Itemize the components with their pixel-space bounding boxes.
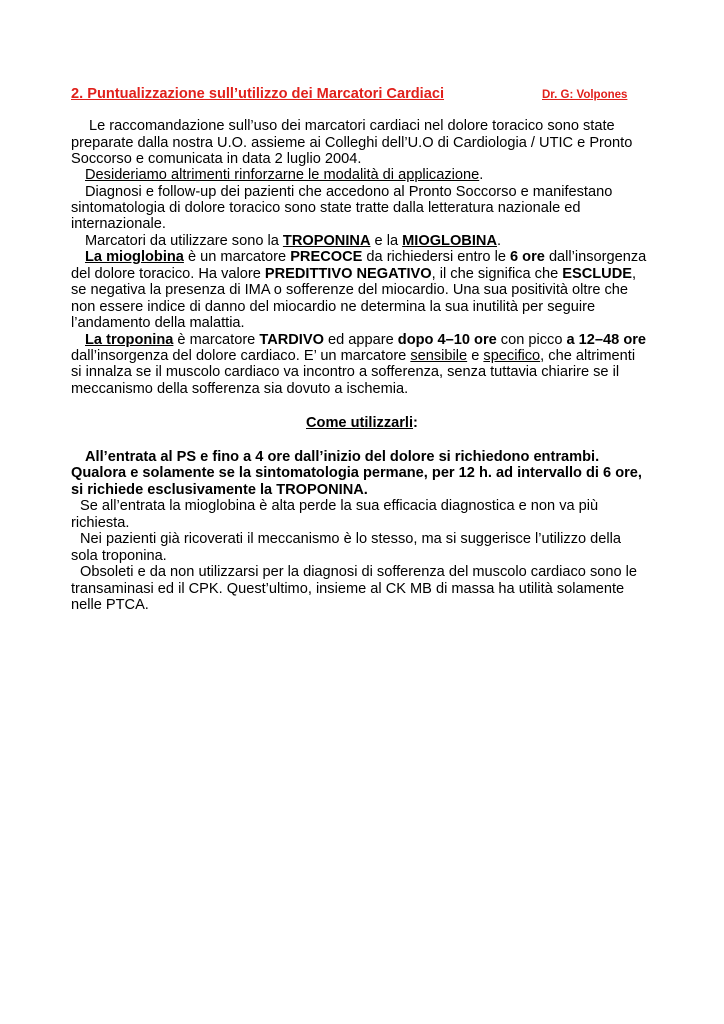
usage-line: Nei pazienti già ricoverati il meccanismo è lo stesso, ma si suggerisce l’utilizzo della bbox=[80, 531, 622, 547]
intro-line: Diagnosi e follow-up dei pazienti che accedono al Pronto Soccorso e manifestano bbox=[85, 184, 613, 200]
intro-line: internazionale. bbox=[71, 216, 166, 232]
text-fragment: con picco bbox=[496, 332, 567, 348]
mioglobina-term: MIOGLOBINA bbox=[402, 233, 497, 249]
intro-line: sintomatologia di dolore toracico sono state tratte dalla letteratura nazionale ed bbox=[71, 200, 581, 216]
markers-line bbox=[85, 233, 501, 249]
usage-bold-line: All’entrata al PS e fino a 4 ore dall’inizio del dolore si richiedono entrambi. bbox=[85, 449, 600, 465]
usage-line: nelle PTCA. bbox=[71, 597, 149, 613]
text-fragment: del dolore toracico. Ha valore bbox=[71, 266, 265, 282]
mioglobina-line: non essere indice di danno del miocardio ne determina la sua inutilità per seguire bbox=[71, 299, 596, 315]
text-fragment: è un marcatore bbox=[183, 249, 291, 265]
mioglobina-line: l’andamento della malattia. bbox=[71, 315, 245, 331]
usage-line: richiesta. bbox=[71, 515, 130, 531]
usage-bold-line: Qualora e solamente se la sintomatologia permane, per 12 h. ad intervallo di 6 ore, bbox=[71, 465, 642, 481]
troponina-line: meccanismo della sofferenza sia dovuto a ischemia. bbox=[71, 381, 409, 397]
text-fragment: , che altrimenti bbox=[540, 348, 636, 364]
troponina-term: TROPONINA bbox=[282, 233, 371, 249]
bold-term: ESCLUDE bbox=[562, 266, 632, 282]
underlined-word: sensibile bbox=[410, 348, 468, 364]
bold-term: dopo 4–10 ore bbox=[397, 332, 497, 348]
section-heading bbox=[306, 415, 418, 431]
mioglobina-line bbox=[85, 249, 646, 265]
troponina-line bbox=[85, 332, 646, 348]
document-header bbox=[71, 86, 651, 106]
text-fragment: dall’insorgenza bbox=[544, 249, 647, 265]
intro-line: Soccorso e comunicata in data 2 luglio 2004. bbox=[71, 151, 362, 167]
page-title: 2. Puntualizzazione sull’utilizzo dei Marcatori Cardiaci bbox=[71, 86, 445, 102]
usage-line: sola troponina. bbox=[71, 548, 167, 564]
intro-line: Le raccomandazione sull’uso dei marcatori cardiaci nel dolore toracico sono state bbox=[89, 118, 615, 134]
text-fragment: da richiedersi entro le bbox=[362, 249, 510, 265]
section-heading-text: Come utilizzarli bbox=[306, 415, 414, 431]
intro-line: preparate dalla nostra U.O. assieme ai Colleghi dell’U.O di Cardiologia / UTIC e Pronto bbox=[71, 135, 633, 151]
intro-line bbox=[85, 167, 483, 183]
mioglobina-heading: La mioglobina bbox=[85, 249, 184, 265]
text-fragment: è marcatore bbox=[173, 332, 260, 348]
underlined-word: specifico bbox=[483, 348, 541, 364]
text-fragment: ed appare bbox=[323, 332, 398, 348]
bold-term: TARDIVO bbox=[259, 332, 324, 348]
usage-bold-line: si richiede esclusivamente la TROPONINA. bbox=[71, 482, 368, 498]
bold-term: 6 ore bbox=[510, 249, 545, 265]
troponina-heading: La troponina bbox=[85, 332, 174, 348]
underlined-phrase: Desideriamo altrimenti rinforzarne le modalità di applicazione bbox=[85, 167, 480, 183]
text-fragment: : bbox=[413, 415, 418, 431]
text-fragment: , bbox=[631, 266, 637, 282]
text-fragment: . bbox=[496, 233, 502, 249]
usage-line: Obsoleti e da non utilizzarsi per la diagnosi di sofferenza del muscolo cardiaco sono le bbox=[80, 564, 638, 580]
usage-line: transaminasi ed il CPK. Quest’ultimo, insieme al CK MB di massa ha utilità solamente bbox=[71, 581, 625, 597]
text-fragment: e la bbox=[370, 233, 403, 249]
mioglobina-line: se negativa la presenza di IMA o sofferenze del miocardio. Una sua positività oltre che bbox=[71, 282, 629, 298]
troponina-line bbox=[71, 348, 635, 364]
text-fragment: , il che significa che bbox=[431, 266, 563, 282]
bold-term: PREDITTIVO NEGATIVO bbox=[264, 266, 432, 282]
usage-line: Se all’entrata la mioglobina è alta perde la sua efficacia diagnostica e non va più bbox=[80, 498, 599, 514]
text-fragment: dall’insorgenza del dolore cardiaco. E’ un marcatore bbox=[71, 348, 411, 364]
mioglobina-line bbox=[71, 266, 636, 282]
text-fragment: e bbox=[467, 348, 484, 364]
troponina-line: si innalza se il muscolo cardiaco va incontro a sofferenza, senza tuttavia chiarire se il bbox=[71, 364, 620, 380]
author-name: Dr. G: Volpones bbox=[542, 89, 628, 101]
text-fragment: Marcatori da utilizzare sono la bbox=[85, 233, 283, 249]
text-fragment: . bbox=[479, 167, 484, 183]
bold-term: a 12–48 ore bbox=[566, 332, 647, 348]
bold-term: PRECOCE bbox=[290, 249, 363, 265]
